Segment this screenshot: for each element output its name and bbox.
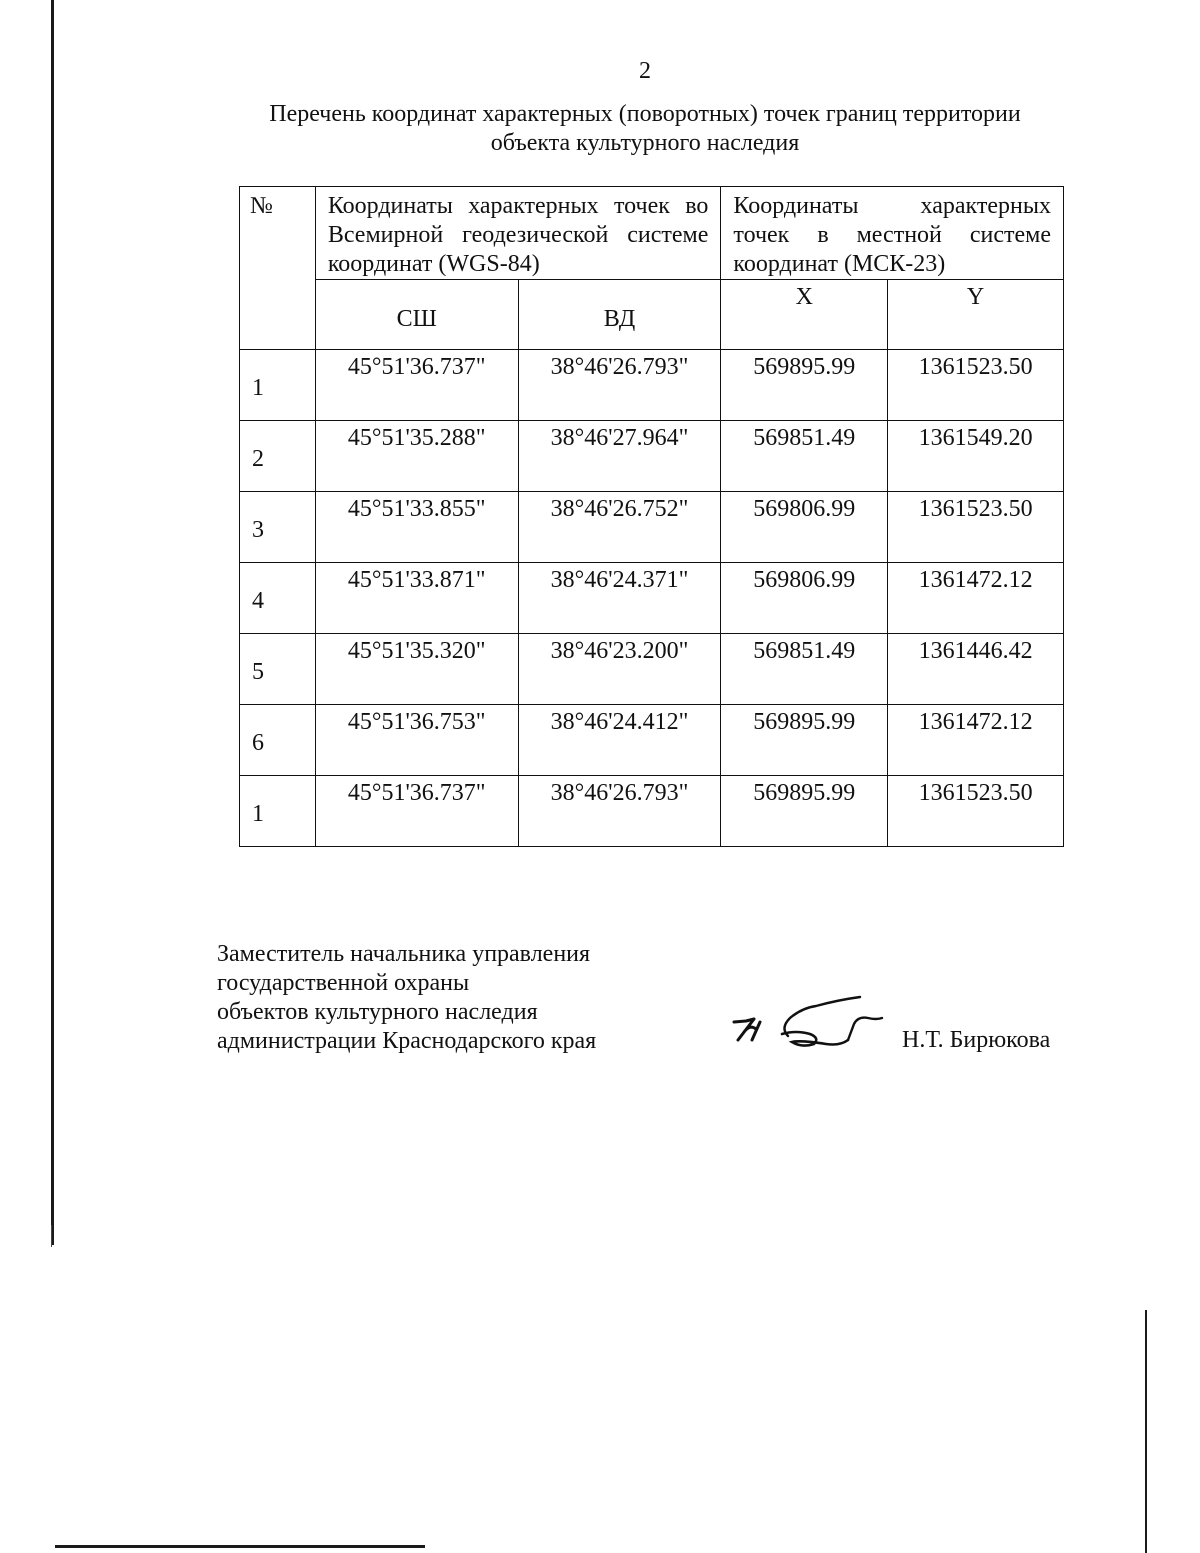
longitude-cell: 38°46'24.371": [518, 563, 721, 634]
point-number-cell: 5: [240, 634, 316, 705]
table-row: [240, 492, 1064, 563]
table-row: [240, 776, 1064, 847]
point-number-cell: 6: [240, 705, 316, 776]
latitude-cell: 45°51'35.288": [315, 421, 518, 492]
x-coordinate-cell: 569895.99: [721, 350, 888, 421]
position-line: Заместитель начальника управления: [217, 941, 591, 967]
x-coordinate-cell: 569851.49: [721, 421, 888, 492]
table-header-row: [240, 187, 1064, 280]
title-line-1: Перечень координат характерных (поворотных) точек границ территории: [269, 101, 1021, 127]
signatory-name: Н.Т. Бирюкова: [902, 1027, 1051, 1053]
signatory-position: [217, 940, 596, 1056]
y-coordinate-cell: 1361523.50: [888, 776, 1064, 847]
point-number-cell: 4: [240, 563, 316, 634]
scan-edge-left: [51, 0, 54, 1245]
latitude-cell: 45°51'36.737": [315, 350, 518, 421]
x-coordinate-cell: 569806.99: [721, 563, 888, 634]
table-body: [240, 350, 1064, 847]
point-number-cell: 2: [240, 421, 316, 492]
table-row: [240, 705, 1064, 776]
header-x: X: [721, 280, 888, 350]
longitude-cell: 38°46'26.793": [518, 776, 721, 847]
position-line: администрации Краснодарского края: [217, 1028, 597, 1054]
longitude-cell: 38°46'26.793": [518, 350, 721, 421]
table-row: [240, 421, 1064, 492]
scan-edge-bottom: [55, 1545, 425, 1548]
y-coordinate-cell: 1361549.20: [888, 421, 1064, 492]
document-title: [200, 100, 1090, 158]
longitude-cell: 38°46'23.200": [518, 634, 721, 705]
y-coordinate-cell: 1361523.50: [888, 492, 1064, 563]
y-coordinate-cell: 1361446.42: [888, 634, 1064, 705]
y-coordinate-cell: 1361472.12: [888, 563, 1064, 634]
table-row: [240, 634, 1064, 705]
longitude-cell: 38°46'24.412": [518, 705, 721, 776]
title-line-2: объекта культурного наследия: [490, 130, 800, 156]
page-number: 2: [639, 58, 651, 84]
longitude-cell: 38°46'26.752": [518, 492, 721, 563]
table-subheader-row: [240, 280, 1064, 350]
y-coordinate-cell: 1361472.12: [888, 705, 1064, 776]
y-coordinate-cell: 1361523.50: [888, 350, 1064, 421]
latitude-cell: 45°51'36.737": [315, 776, 518, 847]
position-line: государственной охраны: [217, 970, 470, 996]
header-latitude: СШ: [315, 280, 518, 350]
latitude-cell: 45°51'33.871": [315, 563, 518, 634]
scan-edge-left-mark: [51, 1225, 52, 1247]
header-number: №: [240, 187, 316, 350]
point-number-cell: 3: [240, 492, 316, 563]
header-wgs84-group: Координаты характерных точек во Всемирной геодезической системе координат (WGS-84): [315, 187, 721, 280]
latitude-cell: 45°51'36.753": [315, 705, 518, 776]
x-coordinate-cell: 569851.49: [721, 634, 888, 705]
latitude-cell: 45°51'33.855": [315, 492, 518, 563]
handwritten-signature: [730, 988, 890, 1058]
longitude-cell: 38°46'27.964": [518, 421, 721, 492]
x-coordinate-cell: 569895.99: [721, 776, 888, 847]
position-line: объектов культурного наследия: [217, 999, 538, 1025]
table-row: [240, 563, 1064, 634]
table-row: [240, 350, 1064, 421]
point-number-cell: 1: [240, 776, 316, 847]
x-coordinate-cell: 569806.99: [721, 492, 888, 563]
latitude-cell: 45°51'35.320": [315, 634, 518, 705]
point-number-cell: 1: [240, 350, 316, 421]
header-msk23-group: Координаты характерных точек в местной системе координат (МСК-23): [721, 187, 1064, 280]
scan-edge-right: [1145, 1310, 1147, 1553]
header-y: Y: [888, 280, 1064, 350]
header-longitude: ВД: [518, 280, 721, 350]
x-coordinate-cell: 569895.99: [721, 705, 888, 776]
coordinates-table: [239, 186, 1064, 847]
